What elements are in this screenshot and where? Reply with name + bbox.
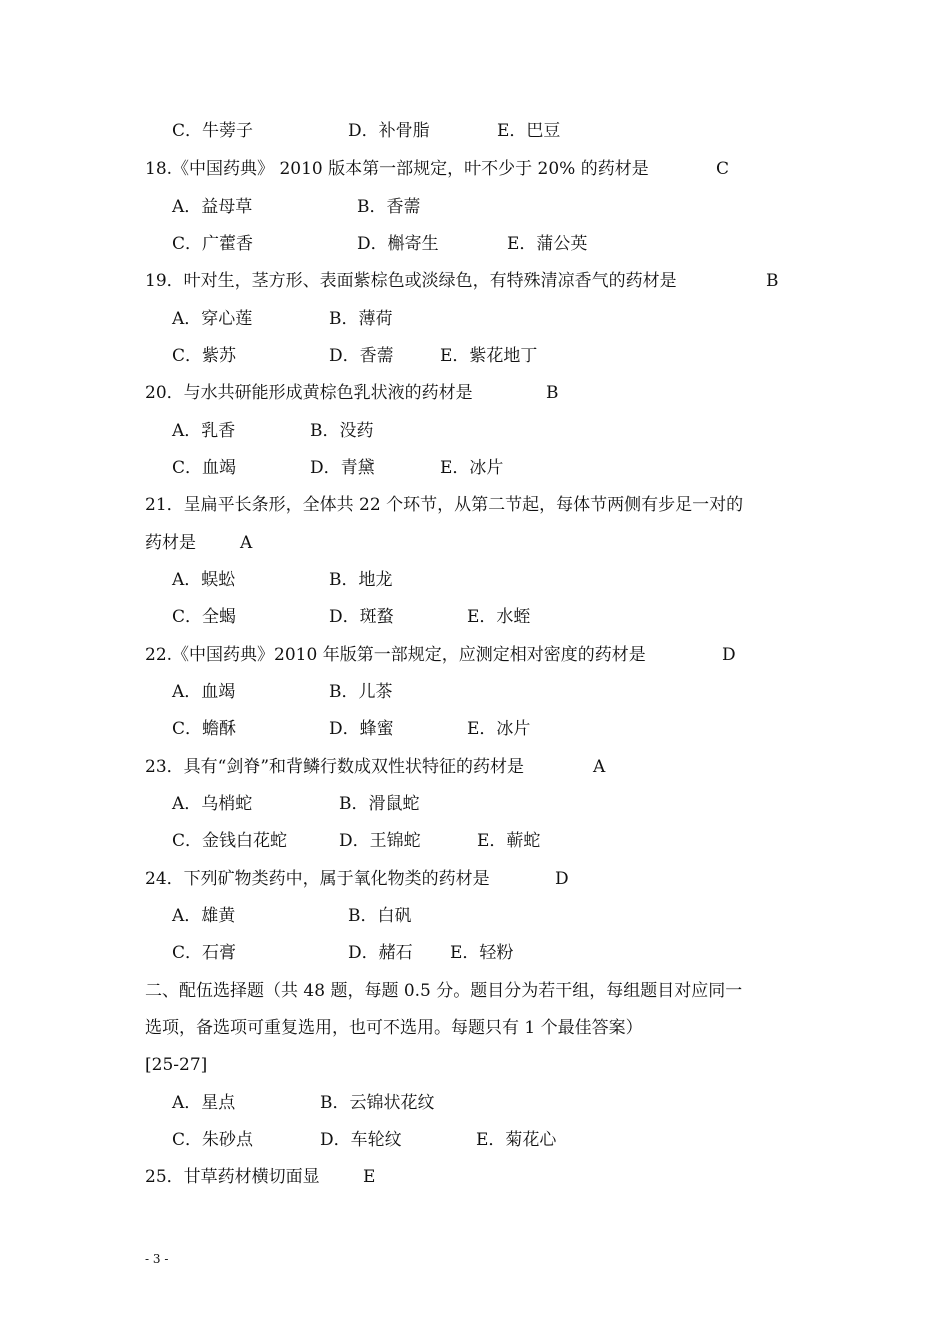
correct-answer: A [240, 533, 253, 553]
answer-option: D．王锦蛇 [339, 831, 421, 851]
answer-option: A．蜈蚣 [172, 570, 236, 590]
page-number: - 3 - [145, 1252, 169, 1266]
answer-option: C．金钱白花蛇 [172, 831, 288, 851]
answer-option: A．血竭 [172, 682, 236, 702]
question-text: 25．甘草药材横切面显 [145, 1167, 320, 1187]
answer-option: E．巴豆 [497, 121, 561, 141]
answer-option: D．赭石 [348, 943, 413, 963]
question-text: [25-27] [145, 1055, 208, 1075]
answer-option: D．蜂蜜 [329, 719, 394, 739]
answer-option: B．白矾 [348, 906, 412, 926]
answer-option: C．血竭 [172, 458, 237, 478]
answer-option: B．地龙 [329, 570, 393, 590]
answer-option: B．儿茶 [329, 682, 393, 702]
correct-answer: E [363, 1167, 376, 1187]
answer-option: A．穿心莲 [172, 309, 253, 329]
answer-option: C．牛蒡子 [172, 121, 254, 141]
answer-option: B．滑鼠蛇 [339, 794, 420, 814]
answer-option: E．菊花心 [476, 1130, 557, 1150]
question-text: 19．叶对生，茎方形、表面紫棕色或淡绿色，有特殊清凉香气的药材是 [145, 271, 677, 291]
answer-option: C．蟾酥 [172, 719, 237, 739]
correct-answer: B [546, 383, 559, 403]
question-text: 二、配伍选择题（共 48 题，每题 0.5 分。题目分为若干组，每组题目对应同一 [145, 981, 743, 1001]
answer-option: D．青黛 [310, 458, 375, 478]
question-text: 药材是 [145, 533, 196, 553]
correct-answer: A [593, 757, 606, 777]
question-text: 20．与水共研能形成黄棕色乳状液的药材是 [145, 383, 473, 403]
answer-option: B．香薷 [357, 197, 421, 217]
question-text: 选项，备选项可重复选用，也可不选用。每题只有 1 个最佳答案） [145, 1018, 643, 1038]
answer-option: E．水蛭 [467, 607, 531, 627]
answer-option: C．紫苏 [172, 346, 237, 366]
question-text: 18.《中国药典》 2010 版本第一部规定，叶不少于 20% 的药材是 [145, 159, 649, 179]
answer-option: E．蕲蛇 [477, 831, 541, 851]
answer-option: E．蒲公英 [507, 234, 588, 254]
answer-option: E．冰片 [440, 458, 504, 478]
correct-answer: C [716, 159, 730, 179]
answer-option: B．云锦状花纹 [320, 1093, 435, 1113]
answer-option: C．朱砂点 [172, 1130, 254, 1150]
answer-option: E．紫花地丁 [440, 346, 538, 366]
answer-option: A．雄黄 [172, 906, 236, 926]
correct-answer: D [722, 645, 736, 665]
correct-answer: D [555, 869, 569, 889]
answer-option: D．槲寄生 [357, 234, 439, 254]
answer-option: E．轻粉 [450, 943, 514, 963]
answer-option: C．全蝎 [172, 607, 237, 627]
answer-option: D．车轮纹 [320, 1130, 402, 1150]
answer-option: C．广藿香 [172, 234, 254, 254]
question-text: 23．具有“剑脊”和背鳞行数成双性状特征的药材是 [145, 757, 525, 777]
answer-option: E．冰片 [467, 719, 531, 739]
answer-option: D．香薷 [329, 346, 394, 366]
answer-option: D．补骨脂 [348, 121, 430, 141]
answer-option: B．薄荷 [329, 309, 393, 329]
answer-option: D．斑蝥 [329, 607, 394, 627]
answer-option: C．石膏 [172, 943, 237, 963]
question-text: 22.《中国药典》2010 年版第一部规定，应测定相对密度的药材是 [145, 645, 646, 665]
answer-option: A．乌梢蛇 [172, 794, 253, 814]
answer-option: A．星点 [172, 1093, 236, 1113]
question-text: 21．呈扁平长条形，全体共 22 个环节，从第二节起，每体节两侧有步足一对的 [145, 495, 744, 515]
answer-option: A．乳香 [172, 421, 236, 441]
correct-answer: B [766, 271, 779, 291]
answer-option: B．没药 [310, 421, 374, 441]
question-text: 24．下列矿物类药中，属于氧化物类的药材是 [145, 869, 490, 889]
answer-option: A．益母草 [172, 197, 253, 217]
